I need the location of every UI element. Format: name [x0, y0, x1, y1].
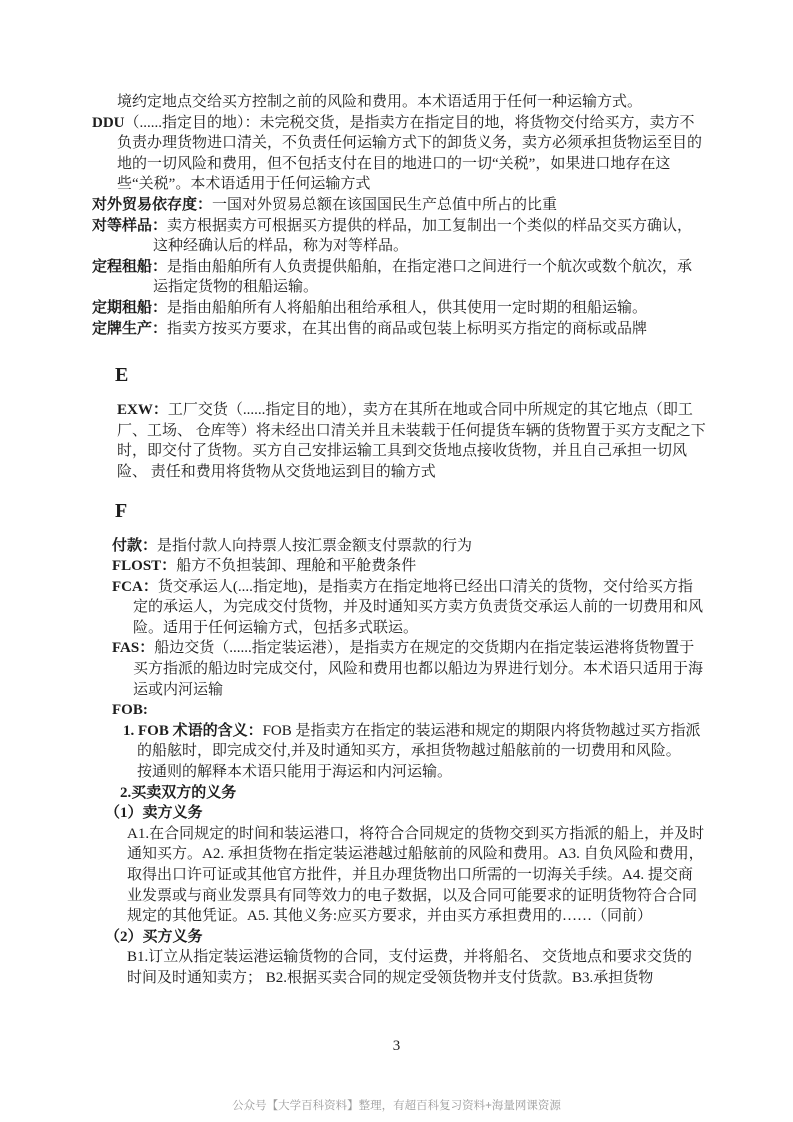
fob-obligations-heading: 2.买卖双方的义务	[120, 784, 237, 801]
definition-text: 未完税交货，是指卖方在指定目的地，将货物交付给买方，卖方不负责办理货物进口清关，不负责任何运输方式下的卸货义务，卖方必须承担货物运至目的地的一切风险和费用，但不包括支付在目的地进口的一切“关税”，如果进口地存在这些“关税”。本术语适用于任何运输方式	[117, 114, 703, 193]
term-label: 付款：	[112, 537, 158, 554]
definition-text: 卖方根据卖方可根据买方提供的样品，加工复制出一个类似的样品交买方确认，这种经确认后的样品，称为对等样品。	[153, 217, 693, 255]
definition-text: 一国对外贸易总额在该国国民生产总值中所占的比重	[212, 196, 558, 213]
definition-text: 工厂交货（......指定目的地），卖方在其所在地或合同中所规定的其它地点（即工厂、工场、 仓库等）将未经出口清关并且未装载于任何提货车辆的货物置于买方支配之下时，即交付了货物。买方自己安排运输工具到交货地点接收货物，并且自己承担一切风险、 责任和费用将货物从交货地运到目的输方式	[117, 402, 706, 480]
term-label: FCA：	[112, 578, 158, 595]
seller-obligations-heading: （1）卖方义务	[105, 805, 203, 822]
glossary-entry-fob	[112, 700, 706, 721]
definition-text: 船边交货（......指定装运港），是指卖方在规定的交货期内在指定装运港将货物置于买方指派的船边时完成交付，风险和费用也都以船边为界进行划分。本术语只适用于海运或内河运输	[133, 640, 704, 698]
section-letter-e: E	[115, 364, 129, 387]
definition-text: 船方不负担装卸、理舱和平舱费条件	[176, 558, 417, 575]
term-label: 定期租船：	[92, 299, 168, 316]
fob-meaning-note: 按通则的解释本术语只能用于海运和内河运输。	[137, 764, 453, 781]
glossary-entry-flost	[112, 556, 706, 577]
term-label: 对外贸易依存度：	[92, 196, 213, 213]
glossary-entry-oem	[92, 319, 706, 340]
definition-text: 指卖方按买方要求，在其出售的商品或包装上标明买方指定的商标或品牌	[167, 320, 648, 337]
term-label: FOB:	[112, 702, 148, 719]
term-label: FAS：	[112, 640, 155, 657]
continuation-text: 境约定地点交给买方控制之前的风险和费用。本术语适用于任何一种运输方式。	[117, 94, 643, 110]
glossary-entry-time-charter	[92, 298, 706, 319]
seller-obligations-text: A1.在合同规定的时间和装运港口，将符合合同规定的货物交到买方指派的船上，并及时通知买方。A2. 承担货物在指定装运港越过船舷前的风险和费用。A3. 自负风险和费用，取得出口许可证或其他官方批件，并且办理货物出口所需的一切海关手续。A4. 提交商业发票或与商业发票具有同等效力的电子数据，以及合同可能要求的证明货物符合合同规定的其他凭证。A5. 其他义务:应买方要求，并由买方承担费用的……（同前）	[127, 825, 705, 925]
glossary-entry-ddu	[92, 113, 706, 195]
fob-meaning-item	[123, 721, 706, 762]
fob-meaning-label: 1. FOB 术语的含义：	[123, 722, 263, 739]
page-number: 3	[392, 1038, 401, 1054]
term-label: FLOST：	[112, 558, 177, 575]
glossary-entry-fas	[112, 638, 706, 700]
glossary-entry-trade-dependence	[92, 195, 706, 216]
definition-text: 是指由船舶所有人将船舶出租给承租人，供其使用一定时期的租船运输。	[167, 299, 648, 316]
glossary-entry-exw	[117, 400, 706, 482]
definition-text: 是指付款人向持票人按汇票金额支付票款的行为	[157, 537, 473, 554]
term-label: 定程租船：	[92, 258, 168, 275]
definition-text: 货交承运人(....指定地)，是指卖方在指定地将已经出口清关的货物，交付给买方指定的承运人，为完成交付货物，并及时通知买方卖方负责货交承运人前的一切费用和风险。适用于任何运输方式，包括多式联运。	[133, 578, 704, 636]
paragraph-continuation	[92, 92, 706, 113]
glossary-entry-fca	[112, 577, 706, 639]
footer-note: 公众号【大学百科资料】整理，有超百科复习资料+海量网课资源	[232, 1100, 561, 1112]
buyer-obligations-text: B1.订立从指定装运港运输货物的合同，支付运费，并将船名、 交货地点和要求交货的时间及时通知卖方； B2.根据买卖合同的规定受领货物并支付货款。B3.承担货物	[127, 949, 693, 986]
term-label: 对等样品：	[92, 217, 168, 234]
term-suffix: （......指定目的地）：	[124, 114, 260, 131]
glossary-entry-counter-sample	[92, 216, 706, 257]
glossary-entry-payment	[112, 536, 706, 557]
page-content	[92, 92, 706, 989]
term-label: 定牌生产：	[92, 320, 168, 337]
fob-meaning-text: FOB 是指卖方在指定的装运港和规定的期限内将货物越过买方指派的船舷时，即完成交付,并及时通知买方，承担货物越过船舷前的一切费用和风险。	[137, 722, 701, 760]
glossary-entry-voyage-charter	[92, 257, 706, 298]
term-label: EXW：	[117, 402, 168, 419]
buyer-obligations-heading: （2）买方义务	[105, 928, 203, 945]
term-label: DDU	[92, 114, 125, 131]
section-letter-f: F	[115, 499, 128, 522]
definition-text: 是指由船舶所有人负责提供船舶，在指定港口之间进行一个航次或数个航次，承运指定货物的租船运输。	[153, 258, 693, 296]
